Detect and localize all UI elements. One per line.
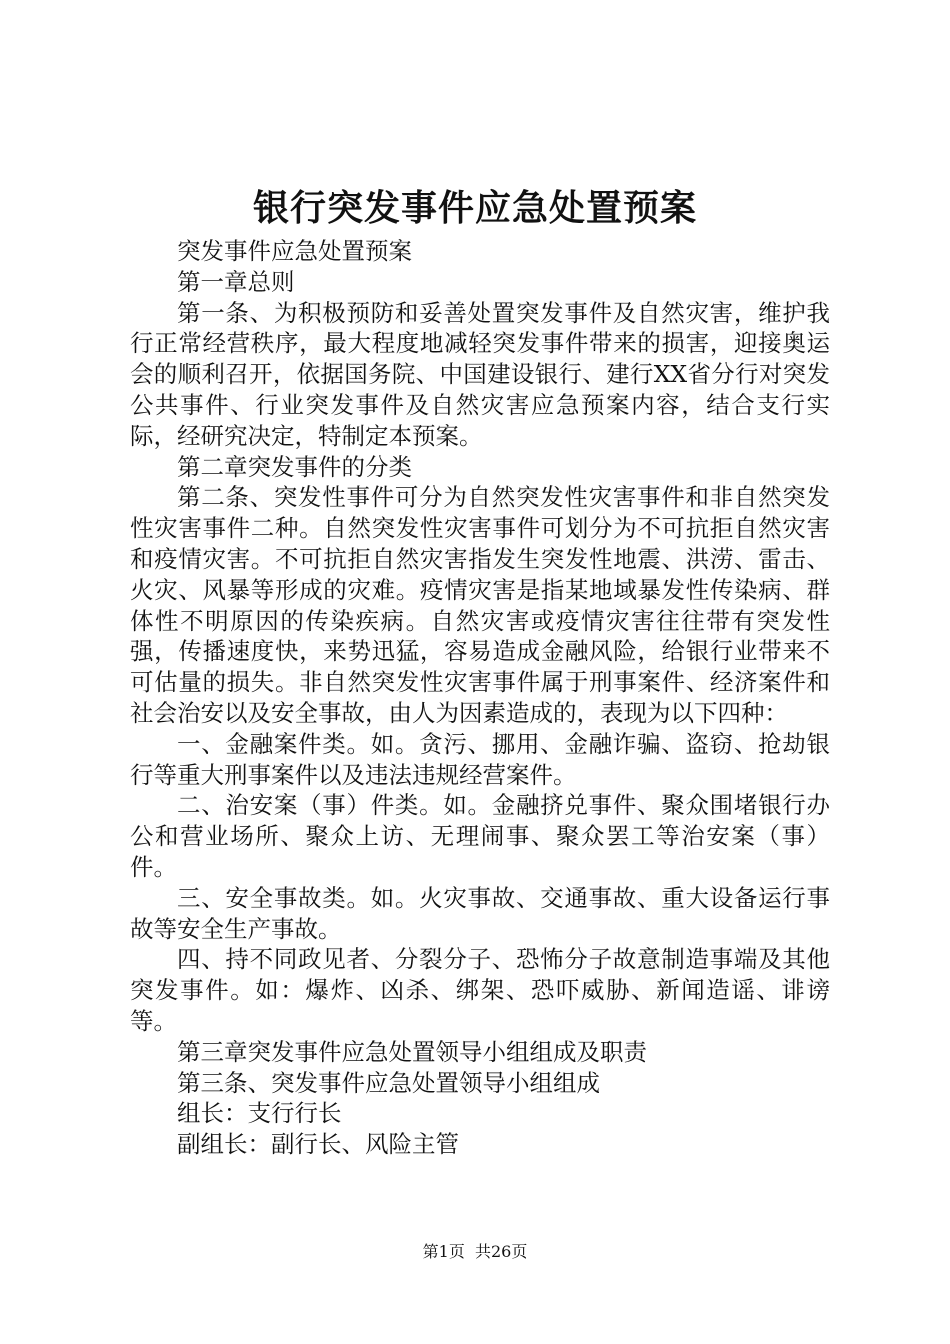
- paragraph-article-1: 第一条、为积极预防和妥善处置突发事件及自然灾害，维护我行正常经营秩序，最大程度地减轻突发事件带来的损害，迎接奥运会的顺利召开，依据国务院、中国建设银行、建行XX省分行对突发公共事件、行业突发事件及自然灾害应急预案内容，结合支行实际，经研究决定，特制定本预案。: [130, 298, 830, 450]
- paragraph-chapter-1-heading: 第一章总则: [177, 267, 295, 296]
- paragraph-category-4: 四、持不同政见者、分裂分子、恐怖分子故意制造事端及其他突发事件。如：爆炸、凶杀、绑架、恐吓威胁、新闻造谣、诽谤等。: [130, 945, 830, 1035]
- paragraph-category-2: 二、治安案（事）件类。如。金融挤兑事件、聚众围堵银行办公和营业场所、聚众上访、无理闹事、聚众罢工等治安案（事）件。: [130, 791, 830, 881]
- paragraph-deputy-leader: 副组长：副行长、风险主管: [177, 1130, 459, 1159]
- page-footer: 第1页 共26页: [422, 1242, 528, 1261]
- paragraph-category-1: 一、金融案件类。如。贪污、挪用、金融诈骗、盗窃、抢劫银行等重大刑事案件以及违法违规经营案件。: [130, 729, 830, 789]
- paragraph-category-3: 三、安全事故类。如。火灾事故、交通事故、重大设备运行事故等安全生产事故。: [130, 883, 830, 943]
- paragraph-group-leader: 组长：支行行长: [177, 1099, 342, 1128]
- paragraph-chapter-2-heading: 第二章突发事件的分类: [177, 452, 412, 481]
- document-title: 银行突发事件应急处置预案: [252, 187, 697, 229]
- paragraph-article-3: 第三条、突发事件应急处置领导小组组成: [177, 1068, 600, 1097]
- paragraph-article-2: 第二条、突发性事件可分为自然突发性灾害事件和非自然突发性灾害事件二种。自然突发性灾害事件可划分为不可抗拒自然灾害和疫情灾害。不可抗拒自然灾害指发生突发性地震、洪涝、雷击、火灾、风暴等形成的灾难。疫情灾害是指某地域暴发性传染病、群体性不明原因的传染疾病。自然灾害或疫情灾害往往带有突发性强，传播速度快，来势迅猛，容易造成金融风险，给银行业带来不可估量的损失。非自然突发性灾害事件属于刑事案件、经济案件和社会治安以及安全事故，由人为因素造成的，表现为以下四种：: [130, 483, 830, 727]
- document-body: [130, 236, 830, 1160]
- paragraph-chapter-3-heading: 第三章突发事件应急处置领导小组组成及职责: [177, 1037, 647, 1066]
- paragraph-subtitle: 突发事件应急处置预案: [177, 237, 412, 265]
